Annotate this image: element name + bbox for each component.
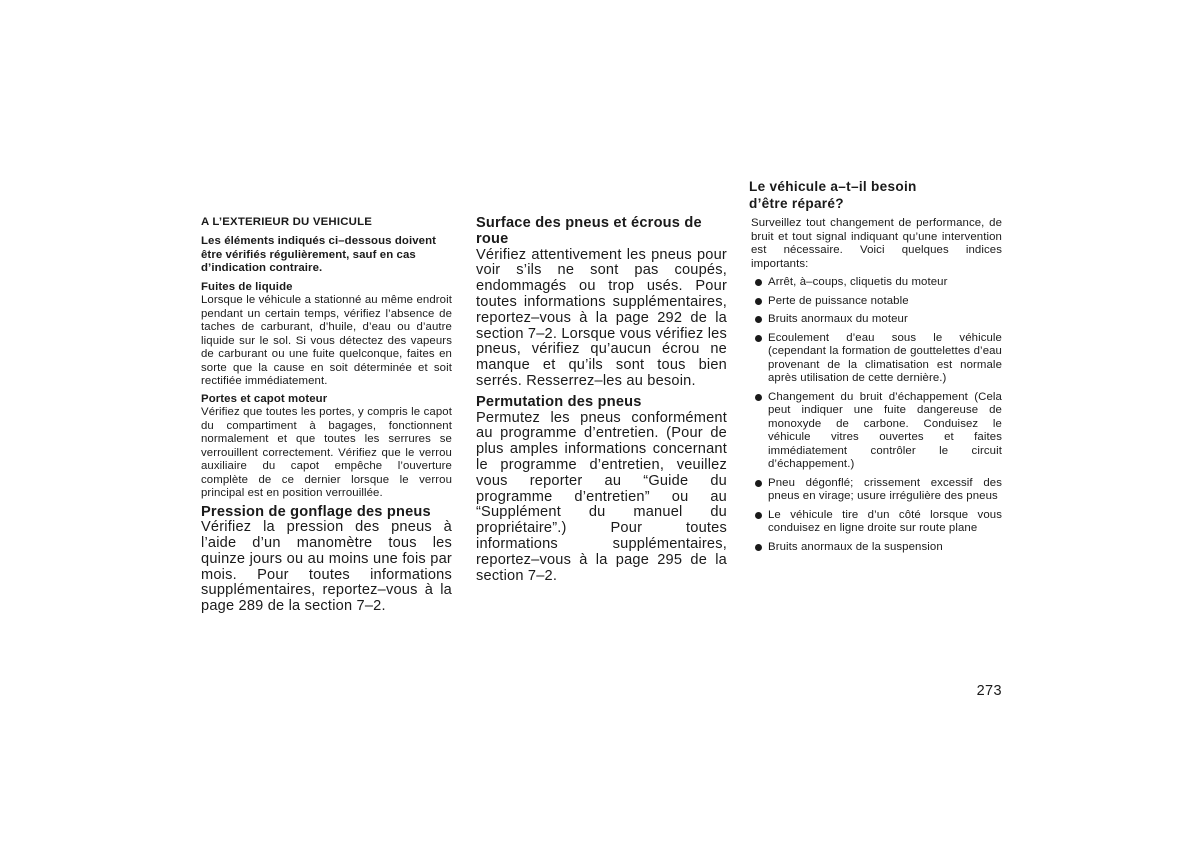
page-number: 273 bbox=[976, 683, 1002, 699]
permutation-paragraph: Permutez les pneus conformément au programme d’entretien. (Pour de plus amples informations concernant le programme d’entretien, veuillez vous reporter au “Guide du programme d’entretien” ou au “Supplément du manuel du propriétaire”.) Pour toutes informations supplémentaires, reportez–vous à la page 295 de la section 7–2. bbox=[476, 409, 727, 584]
bullet-icon bbox=[755, 316, 762, 323]
list-item: Le véhicule tire d’un côté lorsque vous conduisez en ligne droite sur route plane bbox=[749, 509, 1002, 536]
indicator-list bbox=[749, 276, 1002, 554]
fuites-heading: Fuites de liquide bbox=[201, 280, 293, 293]
list-item: Changement du bruit d’échappement (Cela peut indiquer une fuite dangereuse de monoxyde de carbone. Conduisez le véhicule vitres ouvertes et faites immédiatement contrôler le circuit d’échappement.) bbox=[749, 391, 1002, 472]
portes-paragraph: Vérifiez que toutes les portes, y compris le capot du compartiment à bagages, fonctionnent normalement et que toutes les serrures se verrouillent correctement. Vérifiez que le verrou auxiliaire du capot empêche l’ouverture complète de ce dernier lorsque le verrou principal est en position verrouillée. bbox=[201, 406, 452, 499]
list-item: Ecoulement d’eau sous le véhicule (cependant la formation de gouttelettes d’eau provenant de la climatisation est normale après utilisation de cette dernière.) bbox=[749, 332, 1002, 386]
surface-heading: Surface des pneus et écrous de roue bbox=[476, 215, 702, 247]
column-right bbox=[749, 179, 1002, 554]
permutation-heading: Permutation des pneus bbox=[476, 393, 642, 410]
pression-heading: Pression de gonflage des pneus bbox=[201, 503, 431, 520]
list-item: Bruits anormaux de la suspension bbox=[749, 541, 1002, 555]
list-item: Arrêt, à–coups, cliquetis du moteur bbox=[749, 276, 1002, 290]
section-header: A L’EXTERIEUR DU VEHICULE bbox=[201, 216, 373, 228]
column-middle bbox=[476, 216, 727, 584]
bullet-icon bbox=[755, 512, 762, 519]
repair-intro: Surveillez tout changement de performance, de bruit et tout signal indiquant qu’une intervention est nécessaire. Voici quelques indices importants: bbox=[751, 217, 1002, 270]
list-item: Pneu dégonflé; crissement excessif des pneus en virage; usure irrégulière des pneus bbox=[749, 477, 1002, 504]
bullet-icon bbox=[755, 544, 762, 551]
portes-heading: Portes et capot moteur bbox=[201, 392, 328, 405]
fuites-paragraph: Lorsque le véhicule a stationné au même endroit pendant un certain temps, vérifiez l’absence de taches de carburant, d’huile, d’eau ou d’autre liquide sur le sol. Si vous détectez des vapeurs de carburant ou une fuite quelconque, faites en sorte que la cause en soit déterminée et soit rectifiée immédiatement. bbox=[201, 294, 452, 387]
repair-heading-line1: Le véhicule a–t–il besoin bbox=[749, 179, 917, 194]
list-item: Bruits anormaux du moteur bbox=[749, 313, 1002, 327]
bullet-icon bbox=[755, 480, 762, 487]
bullet-icon bbox=[755, 394, 762, 401]
surface-paragraph: Vérifiez attentivement les pneus pour voir s’ils ne sont pas coupés, endommagés ou trop usés. Pour toutes informations supplémentaires, reportez–vous à la page 292 de la section 7–2. Lorsque vous vérifiez les pneus, vérifiez qu’aucun écrou ne manque et qu’ils sont tous bien serrés. Resserrez–les au besoin. bbox=[476, 246, 727, 389]
pression-paragraph: Vérifiez la pression des pneus à l’aide d’un manomètre tous les quinze jours ou au moins une fois par mois. Pour toutes informations supplémentaires, reportez–vous à la page 289 de la section 7–2. bbox=[201, 519, 452, 615]
column-left bbox=[201, 216, 452, 615]
intro-paragraph: Les éléments indiqués ci–dessous doivent être vérifiés régulièrement, sauf en cas d’indication contraire. bbox=[201, 235, 437, 274]
bullet-icon bbox=[755, 298, 762, 305]
bullet-icon bbox=[755, 279, 762, 286]
bullet-icon bbox=[755, 335, 762, 342]
list-item: Perte de puissance notable bbox=[749, 295, 1002, 309]
repair-heading-line2: d’être réparé? bbox=[749, 195, 844, 211]
